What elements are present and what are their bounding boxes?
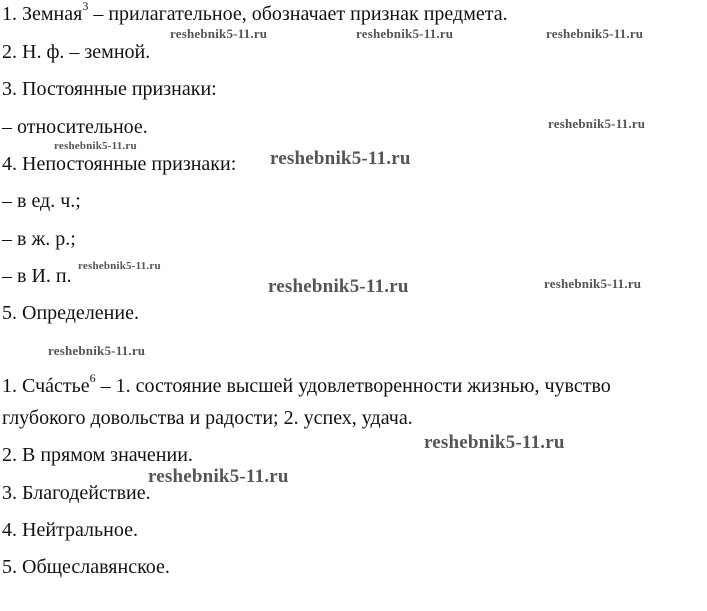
watermark: reshebnik5-11.ru [170, 26, 268, 41]
watermark: reshebnik5-11.ru [270, 148, 411, 169]
watermark: reshebnik5-11.ru [544, 276, 642, 291]
watermark: reshebnik5-11.ru [148, 466, 289, 487]
analysis1-line3: 3. Постоянные признаки: [2, 78, 217, 100]
footnote-mark: 6 [89, 371, 96, 386]
watermark: reshebnik5-11.ru [424, 432, 565, 453]
watermark: reshebnik5-11.ru [48, 343, 146, 358]
word-label: 1. Счáстье [2, 375, 90, 397]
analysis2-line2: глубокого довольства и радости; 2. успех, удача. [2, 407, 413, 429]
line-text: – прилагательное, обозначает признак предмета. [88, 3, 508, 25]
analysis2-line1 [2, 371, 611, 398]
analysis1-line8: – в И. п. [2, 265, 72, 287]
watermark: reshebnik5-11.ru [54, 140, 137, 152]
analysis1-line4: – относительное. [2, 116, 148, 138]
analysis1-line9: 5. Определение. [2, 302, 139, 324]
word-label: 1. Земная [2, 3, 83, 25]
watermark: reshebnik5-11.ru [356, 26, 454, 41]
analysis1-line6: – в ед. ч.; [2, 190, 81, 212]
analysis2-line3: 2. В прямом значении. [2, 444, 193, 466]
watermark: reshebnik5-11.ru [78, 260, 161, 272]
watermark: reshebnik5-11.ru [268, 276, 409, 297]
analysis1-line5: 4. Непостоянные признаки: [2, 153, 237, 175]
footnote-mark: 3 [82, 0, 89, 14]
analysis2-line5: 4. Нейтральное. [2, 519, 138, 541]
analysis1-line7: – в ж. р.; [2, 228, 76, 250]
analysis1-line2: 2. Н. ф. – земной. [2, 41, 151, 63]
analysis1-line1 [2, 2, 508, 26]
analysis2-line6: 5. Общеславянское. [2, 556, 170, 578]
line-text: – 1. состояние высшей удовлетворенности жизнью, чувство [95, 375, 611, 397]
watermark: reshebnik5-11.ru [546, 26, 644, 41]
watermark: reshebnik5-11.ru [548, 116, 646, 131]
analysis2-line4: 3. Благодействие. [2, 482, 151, 504]
